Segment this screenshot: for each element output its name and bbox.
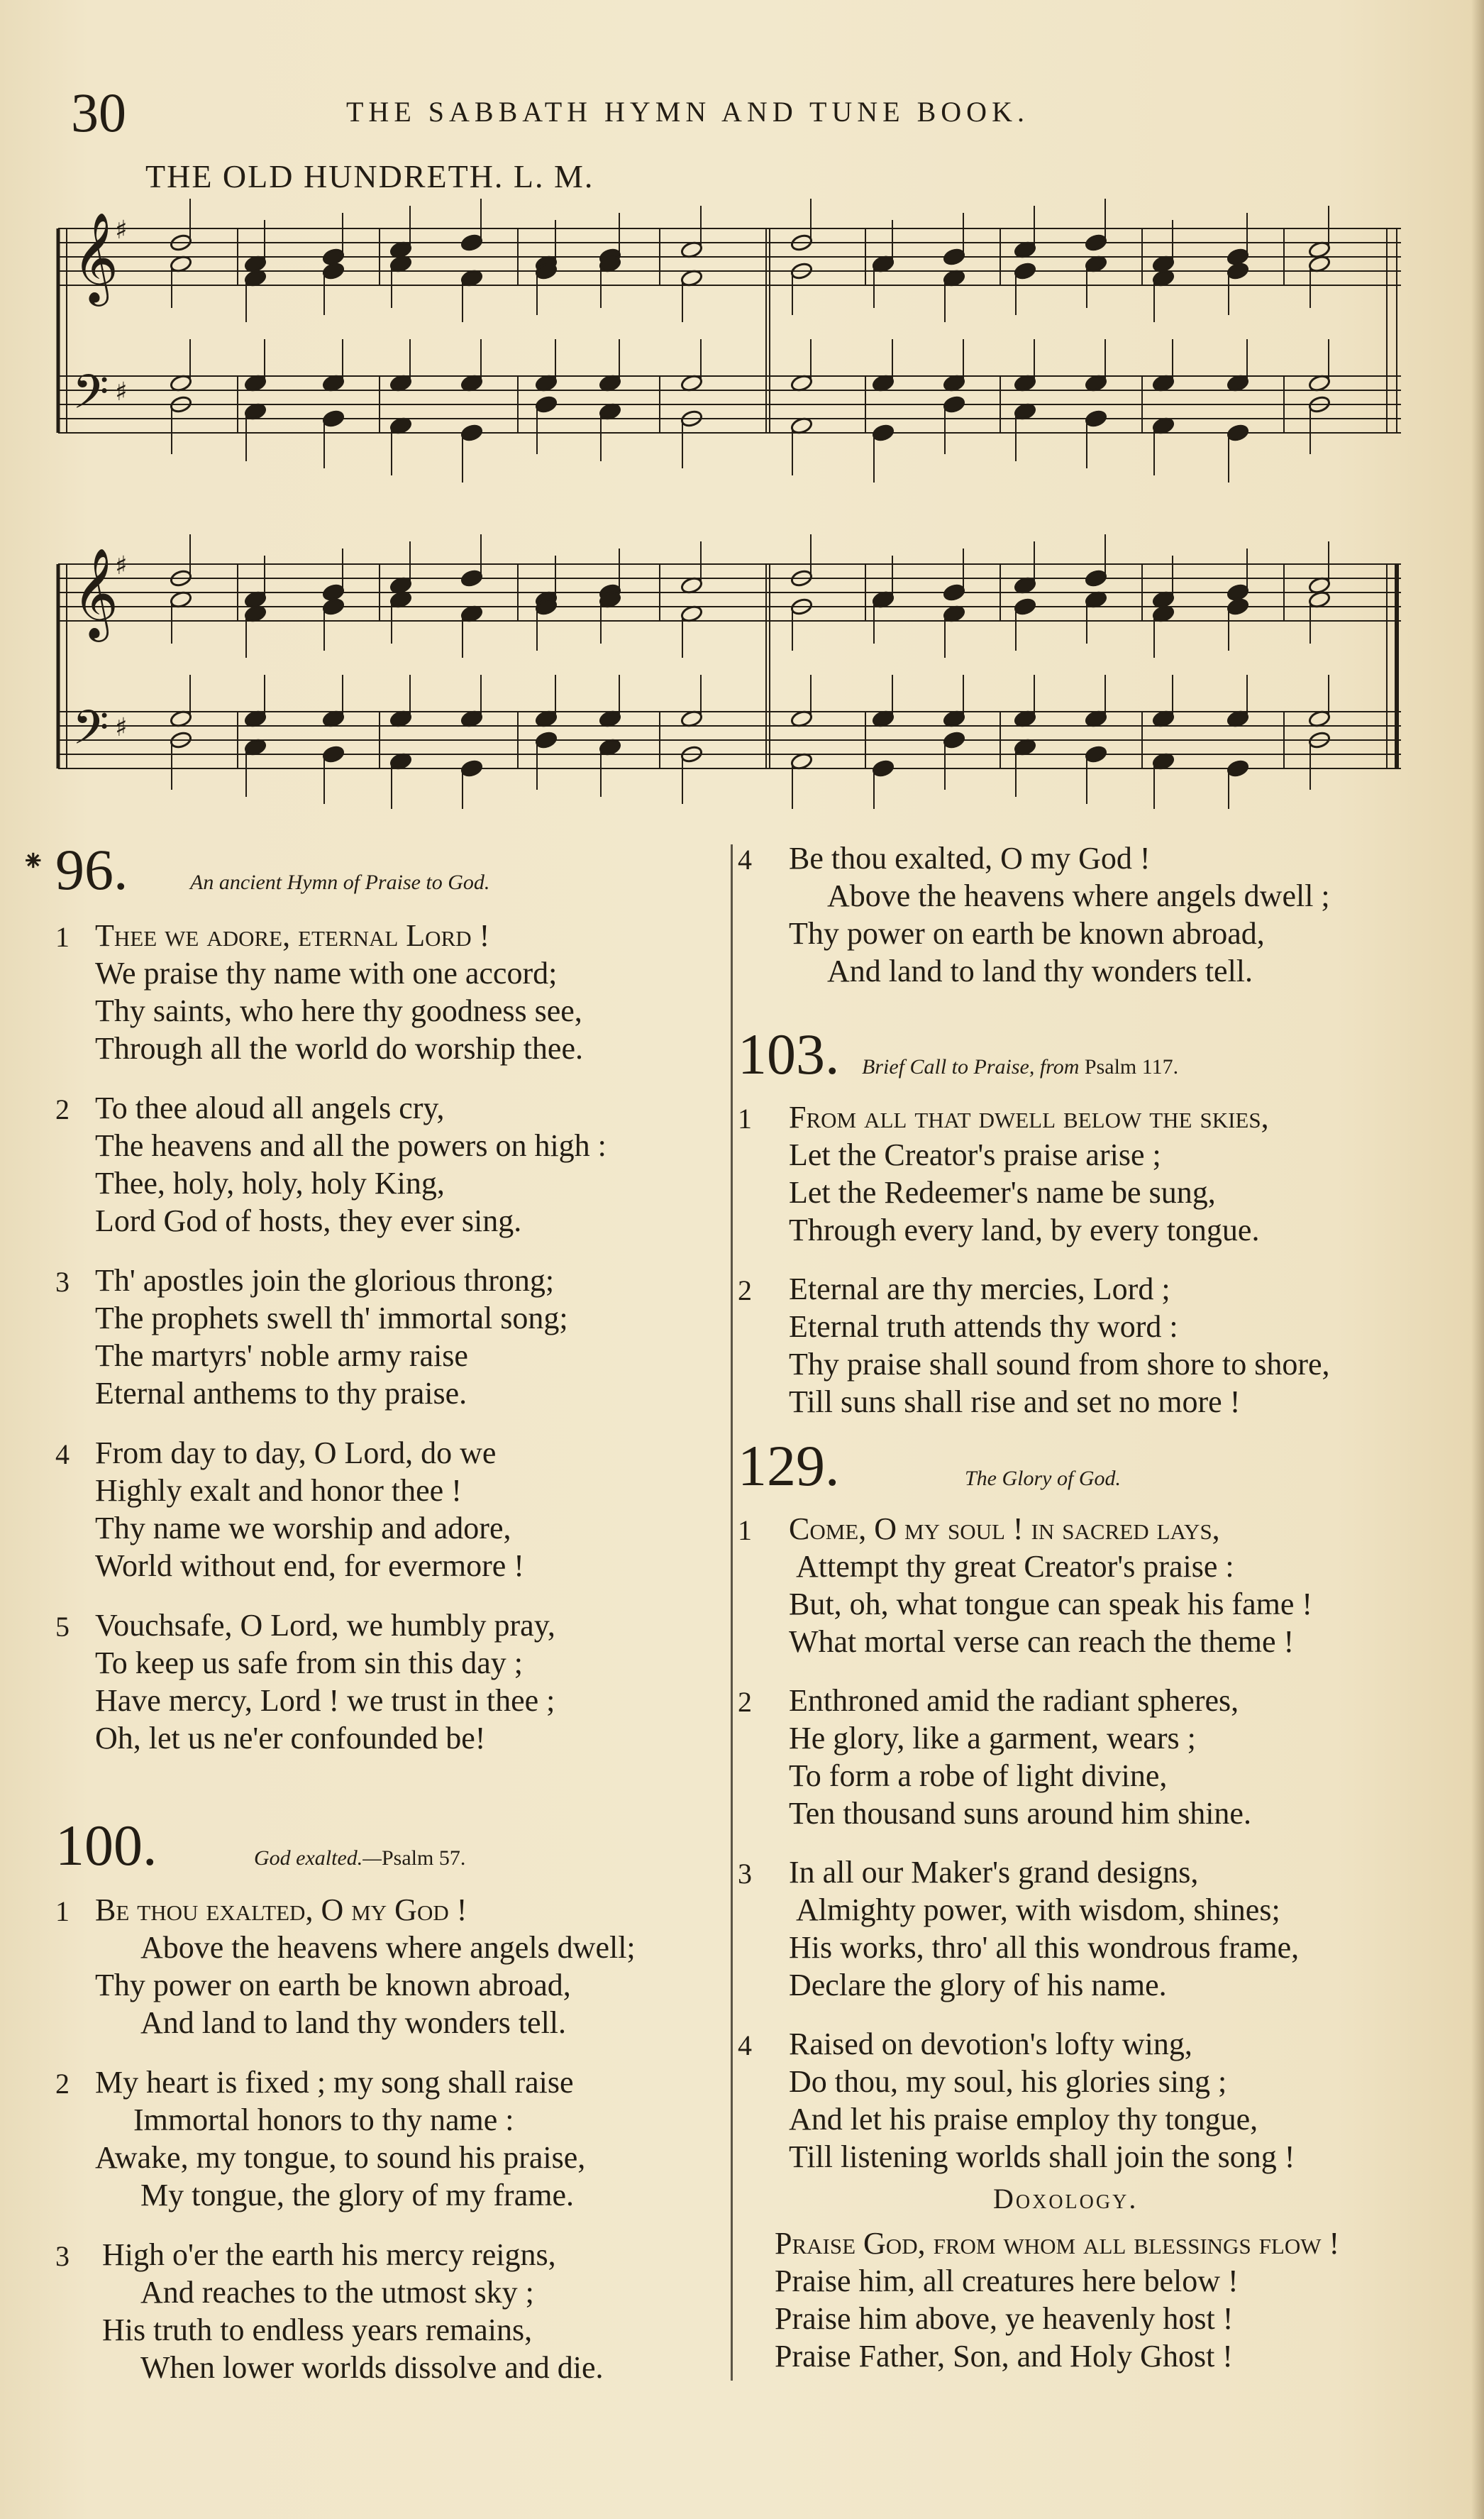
verse-line: Eternal are thy mercies, Lord ;	[789, 1272, 1170, 1306]
verse-line: To thee aloud all angels cry,	[95, 1091, 445, 1125]
verse-line: Thy power on earth be known abroad,	[789, 916, 1265, 951]
stanza-number: 1	[738, 1514, 752, 1546]
margin-mark: ⁕	[21, 845, 45, 877]
verse-line: Raised on devotion's lofty wing,	[789, 2027, 1192, 2061]
verse-line: What mortal verse can reach the theme !	[789, 1624, 1295, 1659]
verse-line: World without end, for evermore !	[95, 1548, 524, 1583]
verse-line: My heart is fixed ; my song shall raise	[95, 2065, 574, 2100]
hymn-subtitle-ref: Psalm 117.	[1084, 1055, 1179, 1079]
note-head	[535, 731, 558, 749]
stanza-number: 3	[55, 1266, 70, 1298]
tune-title: THE OLD HUNDRETH. L. M.	[145, 158, 594, 194]
hymn-heading	[738, 1433, 1447, 1501]
verse-line: Lord God of hosts, they ever sing.	[95, 1203, 522, 1238]
verse-line: Ten thousand suns around him shine.	[789, 1796, 1251, 1831]
note-head	[460, 569, 483, 588]
verse-line: Do thou, my soul, his glories sing ;	[789, 2064, 1227, 2099]
stanza-number: 1	[55, 921, 70, 953]
note-head	[943, 395, 965, 414]
verse-line: Awake, my tongue, to sound his praise,	[95, 2140, 586, 2175]
verse-line: Eternal truth attends thy word :	[789, 1309, 1178, 1344]
verse-line: We praise thy name with one accord;	[95, 956, 558, 991]
hymn-subtitle-ref: Psalm 57.	[381, 1846, 466, 1870]
verse-line: Till suns shall rise and set no more !	[789, 1384, 1241, 1419]
verse-line: From all that dwell below the skies,	[789, 1100, 1269, 1135]
verse-line: When lower worlds dissolve and die.	[140, 2350, 604, 2385]
running-title: THE SABBATH HYMN AND TUNE BOOK.	[346, 96, 1029, 128]
verse-line: But, oh, what tongue can speak his fame !	[789, 1587, 1313, 1621]
note-head	[1226, 424, 1249, 442]
verse-line: From day to day, O Lord, do we	[95, 1435, 497, 1470]
hymn-heading	[55, 1813, 708, 1880]
hymn-subtitle: An ancient Hymn of Praise to God.	[190, 871, 490, 894]
note-head	[872, 424, 895, 442]
note-head	[1085, 569, 1107, 588]
hymn-number: 129.	[738, 1433, 840, 1498]
verse-line: Praise him, all creatures here below !	[775, 2264, 1239, 2298]
music-score	[0, 0, 1484, 809]
note-head	[943, 731, 965, 749]
hymn-number: 103.	[738, 1022, 840, 1086]
note-head	[535, 395, 558, 414]
stanza-number: 3	[738, 1858, 752, 1890]
stanza-number: 5	[55, 1611, 70, 1643]
verse-line: Almighty power, with wisdom, shines;	[796, 1892, 1280, 1927]
stanza-number: 2	[55, 1093, 70, 1125]
note-head	[1226, 597, 1249, 616]
verse-line: Come, O my soul ! in sacred lays,	[789, 1511, 1220, 1546]
verse-line: Have mercy, Lord ! we trust in thee ;	[95, 1683, 555, 1718]
note-head	[322, 597, 345, 616]
bass-clef-icon: 𝄢	[72, 700, 109, 766]
note-head	[460, 233, 483, 252]
verse-line: His works, thro' all this wondrous frame,	[789, 1930, 1300, 1965]
verse-line: And land to land thy wonders tell.	[827, 954, 1253, 988]
stanza-number: 1	[738, 1103, 752, 1135]
stanza-number: 4	[55, 1438, 70, 1470]
sharp-icon: ♯	[115, 713, 128, 742]
note-head	[322, 745, 345, 764]
hymn-subtitle	[254, 1846, 465, 1870]
verse-line: Praise him above, ye heavenly host !	[775, 2301, 1234, 2336]
verse-line: Praise Father, Son, and Holy Ghost !	[775, 2339, 1233, 2374]
verse-line: Above the heavens where angels dwell;	[140, 1930, 636, 1965]
verse-line: Declare the glory of his name.	[789, 1968, 1167, 2002]
note-head	[1014, 597, 1036, 616]
verse-line: And reaches to the utmost sky ;	[140, 2275, 534, 2310]
verse-line: To form a robe of light divine,	[789, 1758, 1168, 1793]
stanza-number: 2	[55, 2068, 70, 2100]
page-number: 30	[71, 82, 126, 143]
sharp-icon: ♯	[115, 216, 128, 245]
note-head	[943, 248, 965, 266]
note-head	[1085, 409, 1107, 428]
note-head	[322, 262, 345, 280]
verse-line: Till listening worlds shall join the song !	[789, 2139, 1295, 2174]
verse-line: The prophets swell th' immortal song;	[95, 1301, 568, 1335]
verse-line: Immortal honors to thy name :	[133, 2102, 514, 2137]
note-head	[1226, 759, 1249, 778]
hymn-subtitle	[862, 1055, 1178, 1079]
hymn-subtitle-text: Brief Call to Praise, from	[862, 1055, 1085, 1079]
verse-line: Let the Redeemer's name be sung,	[789, 1175, 1216, 1210]
verse-line: Th' apostles join the glorious throng;	[95, 1263, 555, 1298]
note-head	[460, 424, 483, 442]
note-head	[943, 583, 965, 602]
verse-line: In all our Maker's grand designs,	[789, 1855, 1199, 1890]
hymn-number: 100.	[55, 1813, 157, 1878]
stanza-number: 2	[738, 1274, 752, 1306]
treble-clef-icon: 𝄞	[72, 547, 119, 638]
verse-line: He glory, like a garment, wears ;	[789, 1721, 1196, 1755]
verse-line: High o'er the earth his mercy reigns,	[102, 2237, 556, 2272]
verse-line: Be thou exalted, O my God !	[789, 841, 1151, 876]
hymn-subtitle: The Glory of God.	[965, 1467, 1121, 1490]
note-head	[322, 409, 345, 428]
hymn-number: 96.	[55, 837, 128, 902]
verse-line: And land to land thy wonders tell.	[140, 2005, 567, 2040]
verse-line: Thy praise shall sound from shore to shore,	[789, 1347, 1330, 1382]
stanza-number: 4	[738, 844, 752, 876]
verse-line: Highly exalt and honor thee !	[95, 1473, 462, 1508]
verse-line: Oh, let us ne'er confounded be!	[95, 1721, 486, 1755]
verse-line: To keep us safe from sin this day ;	[95, 1646, 524, 1680]
verse-line: His truth to endless years remains,	[102, 2313, 533, 2347]
stanza-number: 1	[55, 1895, 70, 1927]
verse-line: The heavens and all the powers on high :	[95, 1128, 607, 1163]
doxology-title: Doxology.	[993, 2183, 1139, 2215]
stanza-number: 2	[738, 1686, 752, 1718]
stanza-number: 4	[738, 2029, 752, 2061]
bass-clef-icon: 𝄢	[72, 365, 109, 431]
note-head	[872, 759, 895, 778]
verse-line: Thy power on earth be known abroad,	[95, 1968, 571, 2002]
hymn-heading	[738, 1022, 1447, 1089]
verse-line: Thee we adore, eternal Lord !	[95, 918, 490, 953]
hymn-heading	[55, 837, 708, 905]
verse-line: The martyrs' noble army raise	[95, 1338, 468, 1373]
sharp-icon: ♯	[115, 551, 128, 580]
verse-line: Let the Creator's praise arise ;	[789, 1137, 1161, 1172]
verse-line: Attempt thy great Creator's praise :	[796, 1549, 1234, 1584]
verse-line: Above the heavens where angels dwell ;	[827, 878, 1330, 913]
verse-line: Be thou exalted, O my God !	[95, 1892, 467, 1927]
verse-line: Thy saints, who here thy goodness see,	[95, 993, 582, 1028]
verse-line: Through every land, by every tongue.	[789, 1213, 1260, 1247]
treble-clef-icon: 𝄞	[72, 211, 119, 302]
verse-line: And let his praise employ thy tongue,	[789, 2102, 1258, 2137]
verse-line: My tongue, the glory of my frame.	[140, 2178, 574, 2212]
column-divider	[731, 844, 733, 2381]
note-head	[1014, 262, 1036, 280]
verse-line: Vouchsafe, O Lord, we humbly pray,	[95, 1608, 555, 1643]
sharp-icon: ♯	[115, 377, 128, 407]
note-head	[1085, 233, 1107, 252]
verse-line: Thee, holy, holy, holy King,	[95, 1166, 445, 1201]
verse-line: Eternal anthems to thy praise.	[95, 1376, 467, 1411]
note-head	[1226, 262, 1249, 280]
stanza-number: 3	[55, 2240, 70, 2272]
note-head	[1085, 745, 1107, 764]
note-head	[460, 759, 483, 778]
hymn-subtitle-text: God exalted.—	[254, 1846, 382, 1870]
verse-line: Praise God, from whom all blessings flow !	[775, 2226, 1340, 2261]
verse-line: Thy name we worship and adore,	[95, 1511, 511, 1545]
verse-line: Through all the world do worship thee.	[95, 1031, 583, 1066]
verse-line: Enthroned amid the radiant spheres,	[789, 1683, 1239, 1718]
